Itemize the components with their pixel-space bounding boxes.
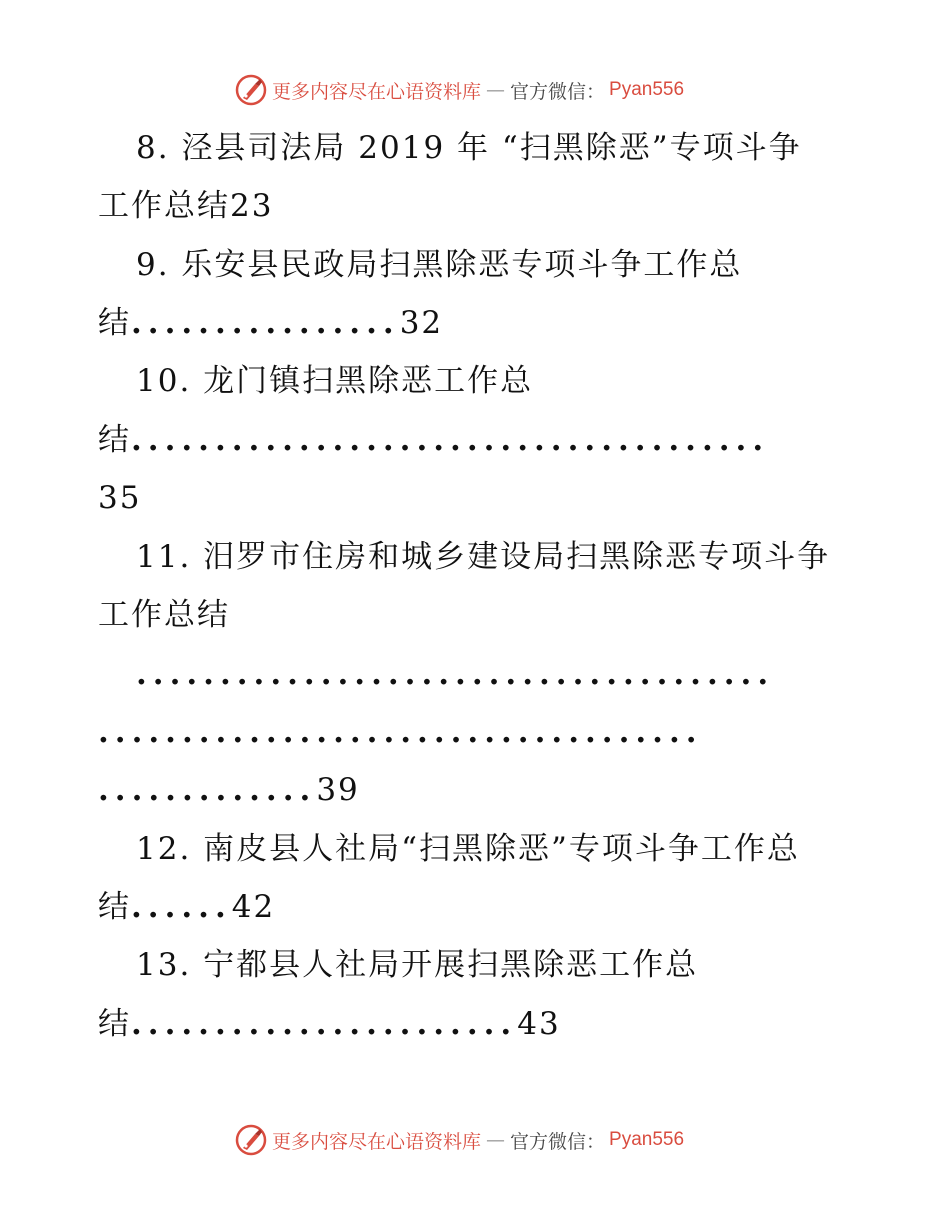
toc-entry-8-page: 23: [230, 188, 274, 224]
toc-entry-12-line2: [98, 887, 275, 927]
toc-entry-8-title-cont: 工作总结: [98, 188, 230, 224]
toc-entry-11-page: 39: [316, 772, 360, 808]
watermark-wechat-id: Pyan556: [609, 1129, 685, 1150]
watermark-text: 更多内容尽在心语资料库: [272, 1130, 482, 1153]
toc-entry-10-page: 35: [98, 480, 142, 516]
toc-entry-12-page: 42: [231, 889, 276, 925]
toc-entry-8-line2: [98, 186, 273, 226]
watermark-dash: —: [486, 79, 506, 101]
toc-entry-10-leader: ......................................: [131, 422, 770, 458]
watermark-wechat-id: Pyan556: [609, 79, 685, 100]
toc-entry-10-title: 10. 龙门镇扫黑除恶工作总: [136, 363, 534, 399]
toc-entry-8-title: 8. 泾县司法局 2019 年 “扫黑除恶”专项斗争: [136, 130, 802, 166]
toc-entry-12-title: 12. 南皮县人社局“扫黑除恶”专项斗争工作总: [136, 831, 800, 867]
watermark-dash: —: [486, 1129, 506, 1151]
toc-entry-11-title-cont: 工作总结: [98, 597, 230, 633]
toc-entry-12-title-cont: 结: [98, 889, 131, 925]
watermark-label: 官方微信：: [510, 80, 606, 103]
toc-entry-9-line2: [98, 303, 443, 343]
toc-entry-10-line2: [98, 420, 769, 460]
toc-entry-11-title: 11. 汨罗市住房和城乡建设局扫黑除恶专项斗争: [136, 539, 831, 575]
toc-entry-13-line2: [98, 1004, 561, 1044]
toc-entry-11-line-final: [98, 770, 360, 810]
toc-entry-12-leader: ......: [131, 889, 232, 925]
footer-watermark: [234, 1123, 684, 1157]
toc-entry-13-page: 43: [517, 1006, 561, 1042]
toc-entry-9-leader: ................: [131, 305, 400, 341]
pen-nib-logo-icon: [234, 1123, 268, 1157]
toc-entry-11-leader-2: ....................................: [98, 714, 703, 750]
watermark-label: 官方微信：: [510, 1130, 606, 1153]
toc-entry-9-page: 32: [399, 305, 444, 341]
toc-entry-13-leader: .......................: [131, 1006, 518, 1042]
toc-entry-13-title: 13. 宁都县人社局开展扫黑除恶工作总: [136, 947, 699, 983]
toc-entry-9-title: 9. 乐安县民政局扫黑除恶专项斗争工作总: [136, 247, 743, 283]
toc-entry-13-title-cont: 结: [98, 1006, 131, 1042]
watermark-text: 更多内容尽在心语资料库: [272, 80, 482, 103]
toc-entry-11-leader-3: .............: [98, 772, 317, 808]
toc-entry-9-title-cont: 结: [98, 305, 131, 341]
toc-entry-10-title-cont: 结: [98, 422, 131, 458]
toc-entry-11-leader-1: ......................................: [136, 656, 775, 692]
